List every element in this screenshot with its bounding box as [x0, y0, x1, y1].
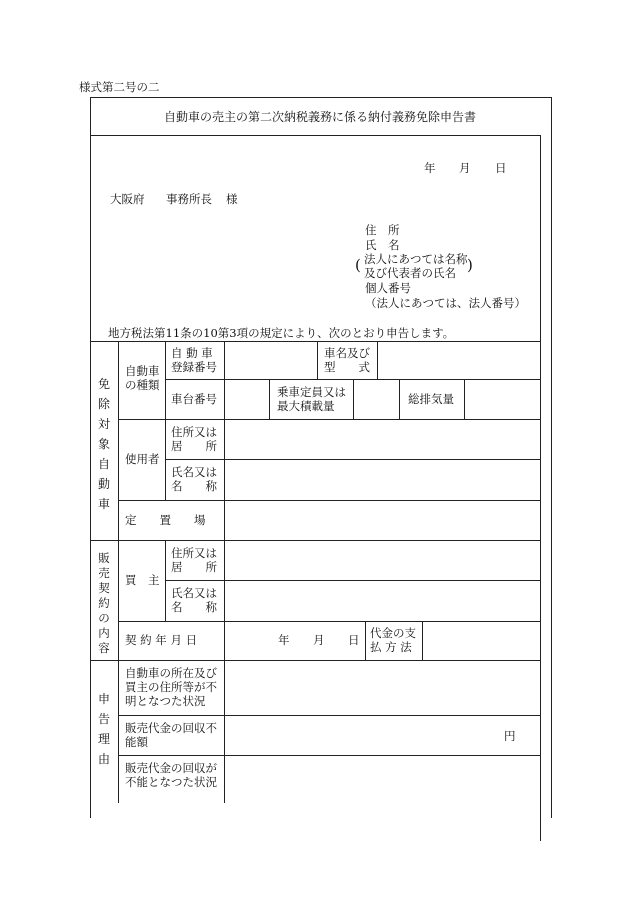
table-label-divider — [224, 341, 225, 803]
circumstance-label-1: 販売代金の回収が — [125, 761, 217, 775]
cell-divider — [353, 379, 354, 419]
cell-divider — [422, 621, 423, 660]
yen-unit: 円 — [504, 729, 516, 743]
cell-divider — [317, 341, 318, 379]
contract-date-label: 契 約 年 月 日 — [125, 633, 198, 647]
user-label: 使用者 — [125, 452, 160, 466]
table-col1-divider — [118, 341, 119, 803]
table-top-border — [90, 341, 540, 342]
circumstance-label-2: 不能となつた状況 — [125, 775, 217, 789]
uncollectable-label-2: 能額 — [125, 735, 148, 749]
applicant-address-label: 住 所 — [365, 223, 400, 237]
buyer-label: 買 主 — [125, 573, 160, 587]
displacement-label: 総排気量 — [408, 392, 454, 406]
cell-divider — [464, 379, 465, 419]
row-line — [118, 419, 540, 420]
buyer-name-label-2: 名 称 — [171, 600, 217, 614]
row-line — [118, 755, 540, 756]
section-line — [90, 540, 540, 541]
reg-no-label-1: 自 動 車 — [171, 346, 213, 360]
date-month: 月 — [459, 161, 471, 175]
date-year: 年 — [424, 161, 436, 175]
capacity-label-1: 乗車定員又は — [277, 385, 346, 399]
section-reason-label: 申告理由 — [97, 692, 110, 766]
payment-label-2: 払 方 法 — [370, 640, 412, 654]
uncollectable-label-1: 販売代金の回収不 — [125, 721, 217, 735]
form-number: 様式第二号の二 — [79, 80, 160, 94]
row-line — [118, 621, 540, 622]
date-day: 日 — [495, 161, 507, 175]
applicant-personal-number-label: 個人番号 — [365, 281, 411, 295]
contract-date-month: 月 — [313, 633, 325, 647]
left-paren-icon: ( — [355, 256, 361, 274]
table-left-border — [90, 341, 91, 803]
location-label: 定 置 場 — [125, 513, 206, 527]
section-line — [90, 660, 540, 661]
model-label-1: 車名及び — [324, 346, 370, 360]
addressee-name: 事務所長 — [166, 192, 212, 206]
section-contract-label: 販売契約の内容 — [98, 551, 110, 655]
reg-no-label-2: 登録番号 — [171, 360, 217, 374]
row-line — [165, 580, 540, 581]
chassis-label: 車台番号 — [171, 392, 217, 406]
vehicle-sub-divider — [165, 341, 166, 501]
reason-unknown-2: 買主の住所等が不 — [125, 680, 217, 694]
cell-divider — [399, 379, 400, 419]
statement-text: 地方税法第11条の10第3項の規定により、次のとおり申告します。 — [108, 326, 455, 340]
buyer-address-label-2: 居 所 — [171, 560, 217, 574]
row-line — [165, 459, 540, 460]
buyer-address-label-1: 住所又は — [171, 546, 217, 560]
applicant-corp-note-1: 法人にあつては名称 — [364, 252, 468, 266]
user-address-label-1: 住所又は — [171, 425, 217, 439]
contract-date-day: 日 — [348, 633, 360, 647]
addressee-honorific: 様 — [226, 192, 238, 206]
capacity-label-2: 最大積載量 — [277, 399, 335, 413]
user-address-label-2: 居 所 — [171, 439, 217, 453]
applicant-corp-number-note: （法人にあつては、法人番号） — [365, 296, 526, 310]
user-name-label-1: 氏名又は — [171, 465, 217, 479]
right-paren-icon: ) — [467, 256, 473, 274]
payment-label-1: 代金の支 — [370, 626, 416, 640]
reason-unknown-1: 自動車の所在及び — [125, 666, 217, 680]
row-line — [118, 500, 540, 501]
reason-unknown-3: 明となつた状況 — [125, 694, 206, 708]
vehicle-type-label: 自動車の種類 — [125, 364, 160, 392]
section-vehicle-label: 免除対象自動車 — [97, 377, 110, 511]
cell-divider — [365, 621, 366, 660]
form-title: 自動車の売主の第二次納税義務に係る納付義務免除申告書 — [163, 110, 476, 124]
cell-divider — [269, 379, 270, 419]
row-line — [118, 715, 540, 716]
model-label-2: 型 式 — [324, 360, 370, 374]
contract-date-year: 年 — [278, 633, 290, 647]
user-name-label-2: 名 称 — [171, 479, 217, 493]
applicant-corp-note-2: 及び代表者の氏名 — [364, 266, 456, 280]
cell-divider — [377, 341, 378, 379]
applicant-name-label: 氏 名 — [365, 238, 400, 252]
addressee-office: 大阪府 — [110, 192, 145, 206]
buyer-name-label-1: 氏名又は — [171, 586, 217, 600]
